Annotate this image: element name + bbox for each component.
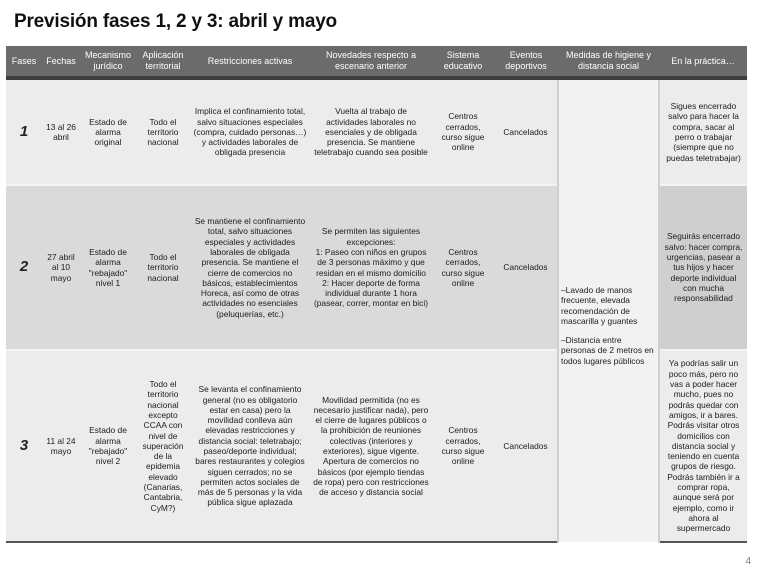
header-educativo: Sistema educativo — [432, 46, 494, 78]
header-deportivos: Eventos deportivos — [494, 46, 558, 78]
aplicacion-cell: Todo el territorio nacional — [136, 78, 190, 185]
header-novedades: Novedades respecto a escenario anterior — [310, 46, 432, 78]
practica-cell: Ya podrías salir un poco más, pero no vas a poder hacer mucho, pues no podrás quedar con amigos, ir a bares. Podrás visitar otros domicilios con distancia social y teniendo en cuenta grupos de riesgo. Podrás también ir a comprar ropa, aunque será por ejemplo, como ir ahora al supermercado — [659, 350, 747, 542]
phases-table — [6, 46, 747, 543]
novedades-cell: Movilidad permitida (no es necesario justificar nada), pero el cierre de lugares públicos o la prohibición de reuniones colectivas (interiores y exteriores), sigue vigente. Apertura de comercios no básicos (por ejemplo tiendas de ropa) pero con restricciones de acceso y distancia social — [310, 350, 432, 542]
mecanismo-cell: Estado de alarma original — [80, 78, 136, 185]
fase-number: 3 — [6, 350, 42, 542]
header-restricciones: Restricciones activas — [190, 46, 310, 78]
practica-cell: Sigues encerrado salvo para hacer la compra, sacar al perro o trabajar (siempre que no puedas teletrabajar) — [659, 78, 747, 185]
deportivos-cell: Cancelados — [494, 350, 558, 542]
header-mecanismo: Mecanismo jurídico — [80, 46, 136, 78]
novedades-cell: Vuelta al trabajo de actividades laborales no esenciales y de obligada presencia. Se mantiene teletrabajo cuando sea posible — [310, 78, 432, 185]
deportivos-cell: Cancelados — [494, 78, 558, 185]
restricciones-cell: Se levanta el confinamiento general (no es obligatorio estar en casa) pero la movilidad conlleva aún elevadas restricciones y distancia social: teletrabajo; paseo/deporte individual; bares restaurantes y colegios siguen cerrados; no se permiten actos sociales de más de 5 personas y la vida pública sigue aplazada — [190, 350, 310, 542]
higiene-item: –Distancia entre personas de 2 metros en todos lugares públicos — [561, 335, 654, 366]
mecanismo-cell: Estado de alarma "rebajado" nivel 1 — [80, 185, 136, 350]
header-fechas: Fechas — [42, 46, 80, 78]
practica-cell: Seguirás encerrado salvo: hacer compra, urgencias, pasear a tus hijos y hacer deporte individual con mucha responsabilidad — [659, 185, 747, 350]
fase-number: 1 — [6, 78, 42, 185]
restricciones-cell: Se mantiene el confinamiento total, salvo situaciones especiales y actividades laborales de obligada presencia. Se mantiene el cierre de comercios no básicos, establecimientos Horeca, así como de otras actividades no esenciales (peluquerías, etc.) — [190, 185, 310, 350]
restricciones-cell: Implica el confinamiento total, salvo situaciones especiales (compra, cuidado personas…) y actividades laborales de obligada presencia — [190, 78, 310, 185]
header-row — [6, 46, 747, 78]
fechas-cell: 11 al 24 mayo — [42, 350, 80, 542]
aplicacion-cell: Todo el territorio nacional — [136, 185, 190, 350]
educativo-cell: Centros cerrados, curso sigue online — [432, 185, 494, 350]
header-aplicacion: Aplicación territorial — [136, 46, 190, 78]
aplicacion-cell: Todo el territorio nacional excepto CCAA con nivel de superación de la epidemia elevado (Canarias, Cantabria, CyM?) — [136, 350, 190, 542]
higiene-item: –Lavado de manos frecuente, elevada recomendación de mascarilla y guantes — [561, 284, 638, 326]
novedades-cell: Se permiten las siguientes excepciones: 1: Paseo con niños en grupos de 3 personas máximo y que residan en el mismo domicilio 2: Hacer deporte de forma individual durante 1 hora (pasear, correr, montar en bici) — [310, 185, 432, 350]
higiene-cell — [558, 78, 659, 542]
header-fases: Fases — [6, 46, 42, 78]
fase-number: 2 — [6, 185, 42, 350]
header-practica: En la práctica… — [659, 46, 747, 78]
educativo-cell: Centros cerrados, curso sigue online — [432, 350, 494, 542]
header-higiene: Medidas de higiene y distancia social — [558, 46, 659, 78]
deportivos-cell: Cancelados — [494, 185, 558, 350]
educativo-cell: Centros cerrados, curso sigue online — [432, 78, 494, 185]
mecanismo-cell: Estado de alarma "rebajado" nivel 2 — [80, 350, 136, 542]
page-title: Previsión fases 1, 2 y 3: abril y mayo — [14, 11, 337, 32]
fechas-cell: 13 al 26 abril — [42, 78, 80, 185]
page-number: 4 — [745, 556, 751, 567]
fechas-cell: 27 abril al 10 mayo — [42, 185, 80, 350]
table-row — [6, 78, 747, 185]
